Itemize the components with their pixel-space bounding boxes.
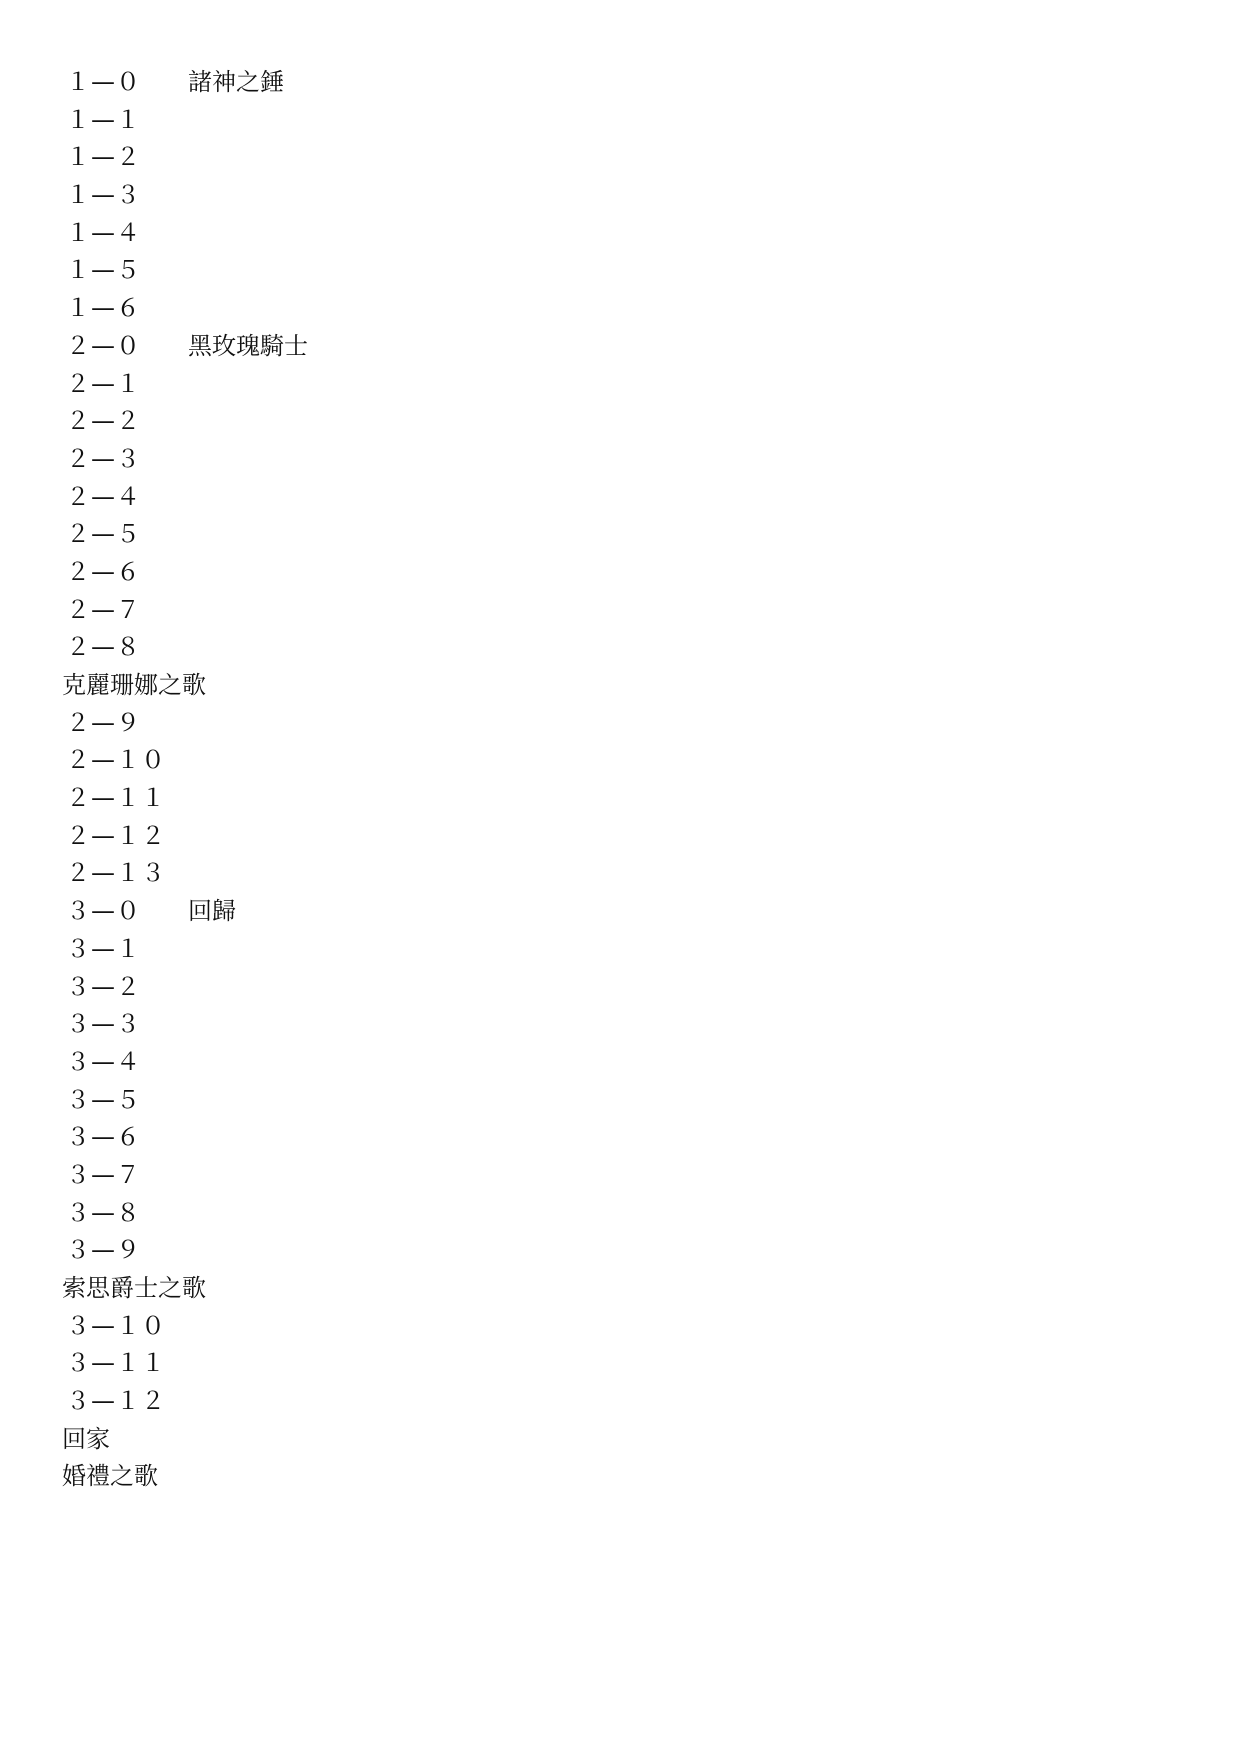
entry-number: ２—２	[66, 407, 141, 436]
list-item	[62, 1119, 662, 1157]
entry-number: ３—０	[66, 897, 141, 926]
entry-number: １—２	[66, 143, 141, 172]
list-item	[62, 818, 662, 856]
entry-number: １—３	[66, 181, 141, 210]
list-item	[62, 1345, 662, 1383]
entry-number: ２—１	[66, 369, 141, 398]
entry-number: ３—２	[66, 972, 141, 1001]
list-item	[62, 328, 662, 366]
list-item	[62, 931, 662, 969]
list-item	[62, 1195, 662, 1233]
section-heading	[62, 1458, 662, 1496]
list-item	[62, 742, 662, 780]
section-heading	[62, 1270, 662, 1308]
heading-title: 索思爵士之歌	[62, 1274, 206, 1302]
list-item	[62, 1044, 662, 1082]
list-item	[62, 516, 662, 554]
list-item	[62, 290, 662, 328]
entry-number: １—０	[66, 68, 141, 96]
list-item	[62, 554, 662, 592]
entry-number: ２—７	[66, 595, 141, 624]
list-item	[62, 592, 662, 630]
entry-number: ３—９	[66, 1236, 141, 1265]
entry-number: ３—１	[66, 934, 141, 963]
list-item	[62, 102, 662, 140]
entry-number: ２—１１	[66, 784, 166, 813]
entry-number: ２—１２	[66, 821, 166, 850]
entry-number: ３—１０	[66, 1311, 166, 1340]
list-item	[62, 780, 662, 818]
entry-number: ２—０	[66, 331, 141, 360]
entry-number: ３—８	[66, 1198, 141, 1227]
list-item	[62, 629, 662, 667]
entry-number: ２—６	[66, 557, 141, 586]
list-item	[62, 177, 662, 215]
list-item	[62, 403, 662, 441]
entry-number: １—５	[66, 256, 141, 285]
heading-title: 克麗珊娜之歌	[62, 671, 206, 699]
list-item	[62, 893, 662, 931]
entry-number: ２—９	[66, 708, 141, 737]
list-item	[62, 1157, 662, 1195]
entry-number: ２—５	[66, 520, 141, 549]
entry-number: ３—４	[66, 1047, 141, 1076]
list-item	[62, 969, 662, 1007]
entry-number: １—６	[66, 294, 141, 323]
entry-number: ３—３	[66, 1010, 141, 1039]
list-item	[62, 1383, 662, 1421]
entry-number: ３—１１	[66, 1349, 166, 1378]
list-item	[62, 1308, 662, 1346]
list-item	[62, 366, 662, 404]
entry-number: １—１	[66, 105, 141, 134]
entry-number: １—４	[66, 218, 141, 247]
list-item	[62, 1082, 662, 1120]
list-item	[62, 252, 662, 290]
entry-number: ２—１０	[66, 746, 166, 775]
list-item	[62, 479, 662, 517]
entry-title: 回歸	[188, 897, 236, 926]
list-item	[62, 441, 662, 479]
entry-title: 諸神之錘	[188, 68, 284, 96]
entry-number: ２—３	[66, 444, 141, 473]
section-heading	[62, 1421, 662, 1459]
contents-list	[62, 64, 662, 1496]
list-item	[62, 139, 662, 177]
list-item	[62, 215, 662, 253]
heading-title: 婚禮之歌	[62, 1462, 158, 1491]
entry-number: ３—６	[66, 1123, 141, 1152]
list-item	[62, 705, 662, 743]
heading-title: 回家	[62, 1424, 110, 1453]
list-item	[62, 64, 662, 102]
entry-title: 黑玫瑰騎士	[188, 331, 308, 360]
entry-number: ２—４	[66, 482, 141, 511]
list-item	[62, 1232, 662, 1270]
entry-number: ３—７	[66, 1160, 141, 1189]
entry-number: ２—１３	[66, 859, 166, 888]
list-item	[62, 1006, 662, 1044]
entry-number: ２—８	[66, 633, 141, 662]
entry-number: ３—１２	[66, 1387, 166, 1416]
entry-number: ３—５	[66, 1085, 141, 1114]
list-item	[62, 855, 662, 893]
section-heading	[62, 667, 662, 705]
